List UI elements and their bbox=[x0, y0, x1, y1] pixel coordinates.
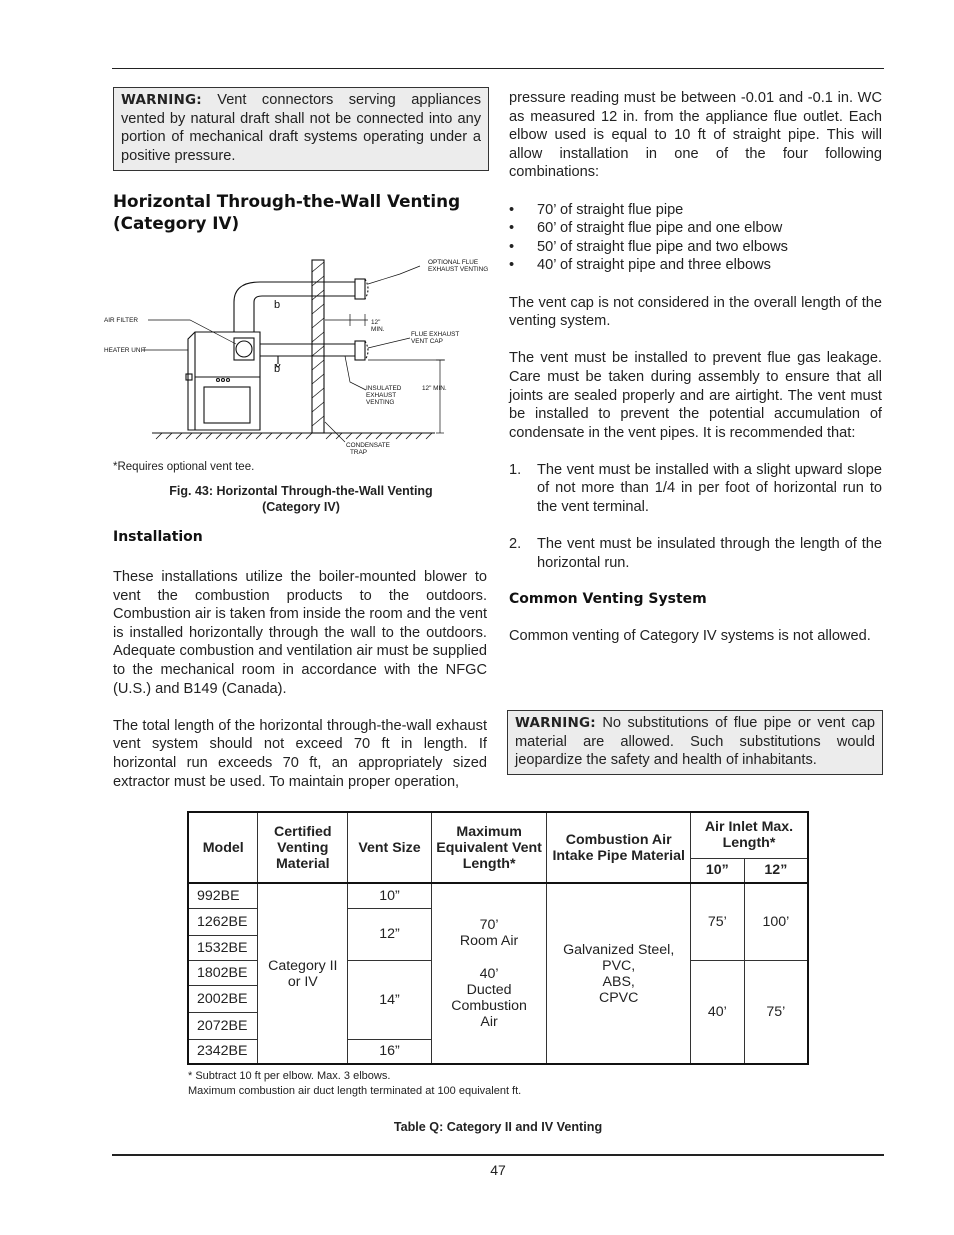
header-10in: 10” bbox=[690, 858, 744, 883]
table-caption: Table Q: Category II and IV Venting bbox=[393, 1120, 603, 1134]
table-note-1: * Subtract 10 ft per elbow. Max. 3 elbows. bbox=[188, 1070, 391, 1082]
label-flue-exhaust-2: VENT CAP bbox=[411, 338, 443, 345]
combustion-line: CPVC bbox=[598, 989, 639, 1006]
label-flue-exhaust: FLUE EXHAUST bbox=[411, 331, 460, 338]
combustion-line: ABS, bbox=[602, 973, 635, 990]
right-column bbox=[509, 89, 882, 646]
right-paragraph-2: The vent cap is not considered in the overall length of the venting system. bbox=[509, 294, 882, 330]
warning-label: WARNING: bbox=[515, 715, 596, 731]
right-paragraph-3: The vent must be installed to prevent flue gas leakage. Care must be taken during assembly to ensure that all joints are sealed properly and are airtight. The vent must be installed to prevent the potential accumulation of condensate in the vent pipes. It is recommended that: bbox=[509, 350, 882, 441]
list-text: The vent must be insulated through the length of the horizontal run. bbox=[537, 536, 882, 571]
figure-caption-line1: Fig. 43: Horizontal Through-the-Wall Venting bbox=[169, 484, 433, 498]
list-item: • 40’ of straight pipe and three elbows bbox=[509, 256, 882, 275]
recommendation-list bbox=[509, 461, 882, 573]
inlet-12-cell: 100’ bbox=[744, 883, 808, 960]
label-optional-flue: OPTIONAL FLUE bbox=[428, 259, 479, 266]
label-air-filter: AIR FILTER bbox=[104, 317, 138, 324]
installation-paragraph-1: These installations utilize the boiler-mounted blower to vent the combustion products to the outdoors. Combustion air is taken from inside the room and the vent is installed horizontally through the wall to the outdoors. Adequate combustion and ventilation air must be supplied to the mechanical room in accordance with the NFGC (U.S.) and B149 (Canada). bbox=[113, 569, 488, 697]
model-cell: 2342BE bbox=[188, 1039, 258, 1064]
label-heater-unit: HEATER UNIT bbox=[104, 347, 147, 354]
combination-list bbox=[509, 201, 882, 275]
vent-size-cell: 12” bbox=[348, 908, 432, 960]
model-cell: 2072BE bbox=[188, 1012, 258, 1039]
common-venting-heading: Common Venting System bbox=[509, 591, 707, 608]
max-length-cell bbox=[431, 883, 547, 1064]
installation-paragraph-2: The total length of the horizontal through-the-wall exhaust vent system should not exceed 70 ft in length. If horizontal run exceeds 70 ft, an appropriately sized extractor must be used. To maintain proper operation, bbox=[113, 717, 487, 790]
max-length-line: Air bbox=[480, 1014, 498, 1030]
inlet-10-cell: 40’ bbox=[690, 960, 744, 1064]
label-condensate-2: TRAP bbox=[350, 449, 368, 456]
warning-box-substitutions bbox=[507, 710, 883, 775]
right-paragraph-4: Common venting of Category IV systems is not allowed. bbox=[509, 628, 871, 645]
right-paragraph-1: pressure reading must be between -0.01 and -0.1 in. WC as measured 12 in. from the appliance flue outlet. Each elbow used is equal to 10 ft of straight pipe. This will allow installation in one of the four following combinations: bbox=[509, 90, 882, 181]
vent-size-cell: 16” bbox=[348, 1039, 432, 1064]
section-title-horizontal-venting: Horizontal Through-the-Wall Venting (Category IV) bbox=[113, 191, 461, 233]
max-length-line: Ducted bbox=[466, 982, 512, 998]
installation-heading: Installation bbox=[113, 529, 203, 545]
model-cell: 2002BE bbox=[188, 985, 258, 1012]
header-combustion-air: Combustion Air Intake Pipe Material bbox=[547, 812, 691, 883]
model-cell: 992BE bbox=[188, 883, 258, 908]
max-length-line: Room Air bbox=[459, 933, 519, 949]
label-b-upper: b bbox=[274, 299, 281, 311]
label-condensate: CONDENSATE bbox=[346, 442, 390, 449]
warning-box-vent-connectors bbox=[113, 87, 489, 171]
certified-cell: Category II or IV bbox=[258, 883, 348, 1064]
combustion-line: PVC, bbox=[602, 957, 636, 974]
combustion-cell bbox=[547, 883, 691, 1064]
figure-caption-line2: (Category IV) bbox=[262, 500, 340, 514]
list-text: The vent must be installed with a slight upward slope of not more than 1/4 in per foot of horizontal run to the vent terminal. bbox=[537, 461, 882, 516]
left-column bbox=[113, 87, 489, 171]
label-12-min-vertical: 12" MIN. bbox=[422, 385, 447, 392]
header-air-inlet: Air Inlet Max. Length* bbox=[690, 812, 808, 858]
installation-text bbox=[113, 568, 487, 791]
table-note-2: Maximum combustion air duct length terminated at 100 equivalent ft. bbox=[188, 1085, 522, 1097]
figure-caption bbox=[113, 483, 489, 515]
page-number: 47 bbox=[490, 1162, 506, 1178]
list-item bbox=[509, 535, 882, 572]
header-certified-venting: Certified Venting Material bbox=[258, 812, 348, 883]
warning-text: Vent connectors serving appliances vented by natural draft shall not be connected into any portion of mechanical draft systems operating under a positive pressure. bbox=[121, 92, 481, 164]
label-b-lower: b bbox=[274, 363, 281, 375]
list-item: • 50’ of straight flue pipe and two elbows bbox=[509, 238, 882, 257]
vent-size-cell: 10” bbox=[348, 883, 432, 908]
warning-text: No substitutions of flue pipe or vent cap material are allowed. Such substitutions would jeopardize the safety and health of inhabitants. bbox=[515, 715, 875, 769]
venting-diagram bbox=[100, 252, 500, 457]
venting-table bbox=[187, 811, 809, 1065]
combustion-line: Galvanized Steel, bbox=[563, 941, 675, 958]
header-12in: 12” bbox=[744, 858, 808, 883]
list-item: • 70’ of straight flue pipe bbox=[509, 201, 882, 220]
top-rule bbox=[112, 68, 884, 69]
model-cell: 1802BE bbox=[188, 960, 258, 985]
model-cell: 1532BE bbox=[188, 935, 258, 960]
label-optional-flue-2: EXHAUST VENTING bbox=[428, 266, 489, 273]
figure-note: *Requires optional vent tee. bbox=[113, 461, 255, 473]
header-max-length: Maximum Equivalent Vent Length* bbox=[431, 812, 547, 883]
label-insulated: INSULATED bbox=[366, 385, 402, 392]
max-length-line: Combustion bbox=[451, 998, 527, 1014]
list-number: 2. bbox=[509, 536, 522, 553]
label-insulated-3: VENTING bbox=[366, 399, 395, 406]
header-vent-size: Vent Size bbox=[348, 812, 432, 883]
label-12-min: 12" bbox=[371, 319, 381, 326]
inlet-10-cell: 75’ bbox=[690, 883, 744, 960]
list-item bbox=[509, 461, 882, 517]
warning-box-2-wrap bbox=[507, 710, 883, 775]
label-insulated-2: EXHAUST bbox=[366, 392, 397, 399]
list-number: 1. bbox=[509, 461, 522, 478]
max-length-line: 40’ bbox=[479, 966, 499, 982]
header-model: Model bbox=[188, 812, 258, 883]
optional-vent-cap bbox=[355, 279, 365, 299]
model-cell: 1262BE bbox=[188, 908, 258, 935]
label-12-min-2: MIN. bbox=[371, 326, 385, 333]
warning-label: WARNING: bbox=[121, 92, 202, 108]
max-length-line: 70’ bbox=[479, 917, 499, 933]
air-filter-circle bbox=[236, 341, 252, 357]
flue-exhaust-vent-cap bbox=[355, 341, 365, 360]
bottom-rule bbox=[112, 1154, 884, 1156]
inlet-12-cell: 75’ bbox=[744, 960, 808, 1064]
vent-size-cell: 14” bbox=[348, 960, 432, 1039]
list-item: • 60’ of straight flue pipe and one elbow bbox=[509, 219, 882, 238]
